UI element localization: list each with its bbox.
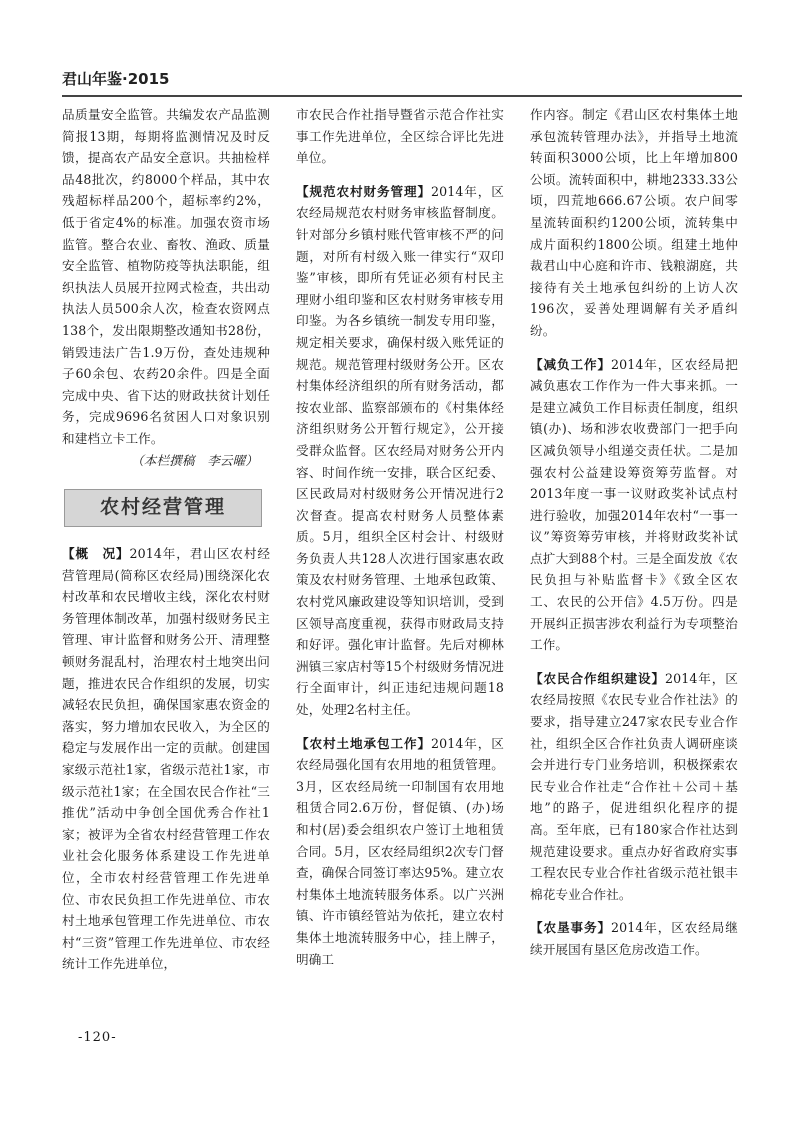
keyword-reclamation: 【农垦事务】 <box>530 920 612 936</box>
keyword-overview: 【概 况】 <box>62 546 130 562</box>
paragraph-overview <box>62 543 270 975</box>
keyword-burden: 【减负工作】 <box>530 356 612 372</box>
overview-text: 2014年，君山区农村经营管理局(简称区农经局)围绕深化农村改革和农民增收主线，深化农村财务管理体制改革，加强村级财务民主管理、审计监督和财务公开、清理整顿财务混乱村，治理农村土地突出问题，推进农民合作组织的发展，切实减轻农民负担，确保国家惠农资金的落实，努力增加农民收入，为全区的稳定与发展作出一定的贡献。创建国家级示范社1家，省级示范社1家，市级示范社1家；在全国农民合作社“三推优”活动中争创全国优秀合作社1家；被评为全省农村经营管理工作农业社会化服务体系建设工作先进单位，全市农村经营管理工作先进单位、市农民负担工作先进单位、市农村土地承包管理工作先进单位、市农村“三资”管理工作先进单位、市农经统计工作先进单位， <box>62 546 271 972</box>
cooperative-text: 2014年，区农经局按照《农民专业合作社法》的要求，指导建立247家农民专业合作社，组织全区合作社负责人调研座谈会并进行专门业务培训，积极探索农民专业合作社走“合作社＋公司＋基地”的路子，促进组织化程序的提高。至年底，已有180家合作社达到规范建设要求。重点办好省政府实事工程农民专业合作社省级示范社银丰棉花专业合作社。 <box>530 670 738 902</box>
paragraph-continuation: 市农民合作社指导暨省示范合作社实事工作先进单位，全区综合评比先进单位。 <box>296 107 504 166</box>
paragraph-quality-supervision: 品质量安全监管。共编发农产品监测简报13期，每期将监测情况及时反馈，提高农产品安全意识。共抽检样品48批次，约8000个样品，其中农残超标样品200个，超标率约2%，低于省定4%的标准。加强农资市场监管。整合农业、畜牧、渔政、质量安全监管、植物防疫等执法职能，组织执法人员展开拉网式检查，共出动执法人员500余人次，检查农资网点138个，发出限期整改通知书28份，销毁违法广告1.9万份，查处违规种子60余包、农药20余件。四是全面完成中央、省下达的财政扶贫计划任务，完成9696名贫困人口对象识别和建档立卡工作。 <box>62 107 270 446</box>
paragraph-land-continuation: 作内容。制定《君山区农村集体土地承包流转管理办法》，并指导土地流转面积3000公顷，比上年增加800公顷。流转面积中，耕地2333.33公顷，四荒地666.67公顷。农户间零星流转面积约1200公顷，流转集中成片面积约1800公顷。组建土地仲裁君山中心庭和许市、钱粮湖庭，共接待有关土地承包纠纷的上访人次196次，妥善处理调解有关矛盾纠纷。 <box>530 107 738 338</box>
reclamation-text: 2014年，区农经局继续开展国有垦区危房改造工作。 <box>530 920 738 957</box>
column-1 <box>62 104 270 975</box>
page-number: -120- <box>78 1030 117 1045</box>
running-header: 君山年鉴·2015 <box>62 70 170 88</box>
paragraph-reclamation <box>530 917 738 960</box>
keyword-cooperative: 【农民合作组织建设】 <box>530 670 666 686</box>
keyword-finance: 【规范农村财务管理】 <box>296 183 432 199</box>
paragraph-finance <box>296 181 504 721</box>
paragraph-burden <box>530 354 738 656</box>
section-title: 农村经营管理 <box>64 489 262 527</box>
column-2 <box>296 104 504 970</box>
burden-text: 2014年，区农经局把减负惠农工作作为一件大事来抓。一是建立减负工作目标责任制度，组织镇(办)、场和涉农收费部门一把手向区减负领导小组递交责任状。二是加强农村公益建设筹资筹劳监督。对2013年度一事一议财政奖补试点村进行验收，加强2014年农村“一事一议”筹资筹劳审核，并将财政奖补试点扩大到88个村。三是全面发放《农民负担与补贴监督卡》《致全区农工、农民的公开信》4.5万份。四是开展纠正损害涉农利益行为专项整治工作。 <box>530 356 738 653</box>
paragraph-land <box>296 733 504 971</box>
byline: （本栏撰稿 李云曜） <box>131 452 258 468</box>
land-text: 2014年，区农经局强化国有农用地的租赁管理。3月，区农经局统一印制国有农用地租赁合同2.6万份，督促镇、(办)场和村(居)委会组织农户签订土地租赁合同。5月，区农经局组织2次专门督查，确保合同签订率达95%。建立农村集体土地流转服务体系。以广兴洲镇、许市镇经管站为依托，建立农村集体土地流转服务中心，挂上牌子，明确工 <box>296 735 504 967</box>
column-3 <box>530 104 738 961</box>
paragraph-cooperative <box>530 668 738 906</box>
header-rule <box>62 95 742 97</box>
keyword-land: 【农村土地承包工作】 <box>296 735 432 751</box>
finance-text: 2014年，区农经局规范农村财务审核监督制度。针对部分乡镇村账代管审核不严的问题，对所有村级入账一律实行“双印鉴”审核，即所有凭证必须有村民主理财小组印鉴和区农村财务审核专用印鉴。为各乡镇统一制发专用印鉴，规定相关要求，确保村级入账凭证的规范。规范管理村级财务公开。区农村集体经济组织的所有财务活动，都按农业部、监察部颁布的《村集体经济组织财务公开暂行规定》，公开接受群众监督。区农经局对财务公开内容、时间作统一安排，联合区纪委、区民政局对村级财务公开情况进行2次督查。提高农村财务人员整体素质。5月，组织全区村会计、村级财务负责人共128人次进行国家惠农政策及农村财务管理、土地承包政策、农村党风廉政建设等知识培训，受到区领导高度重视，获得市财政局支持和好评。强化审计监督。先后对柳林洲镇三家店村等15个村级财务情况进行全面审计，纠正违纪违规问题18处，处理2名村主任。 <box>296 183 504 718</box>
